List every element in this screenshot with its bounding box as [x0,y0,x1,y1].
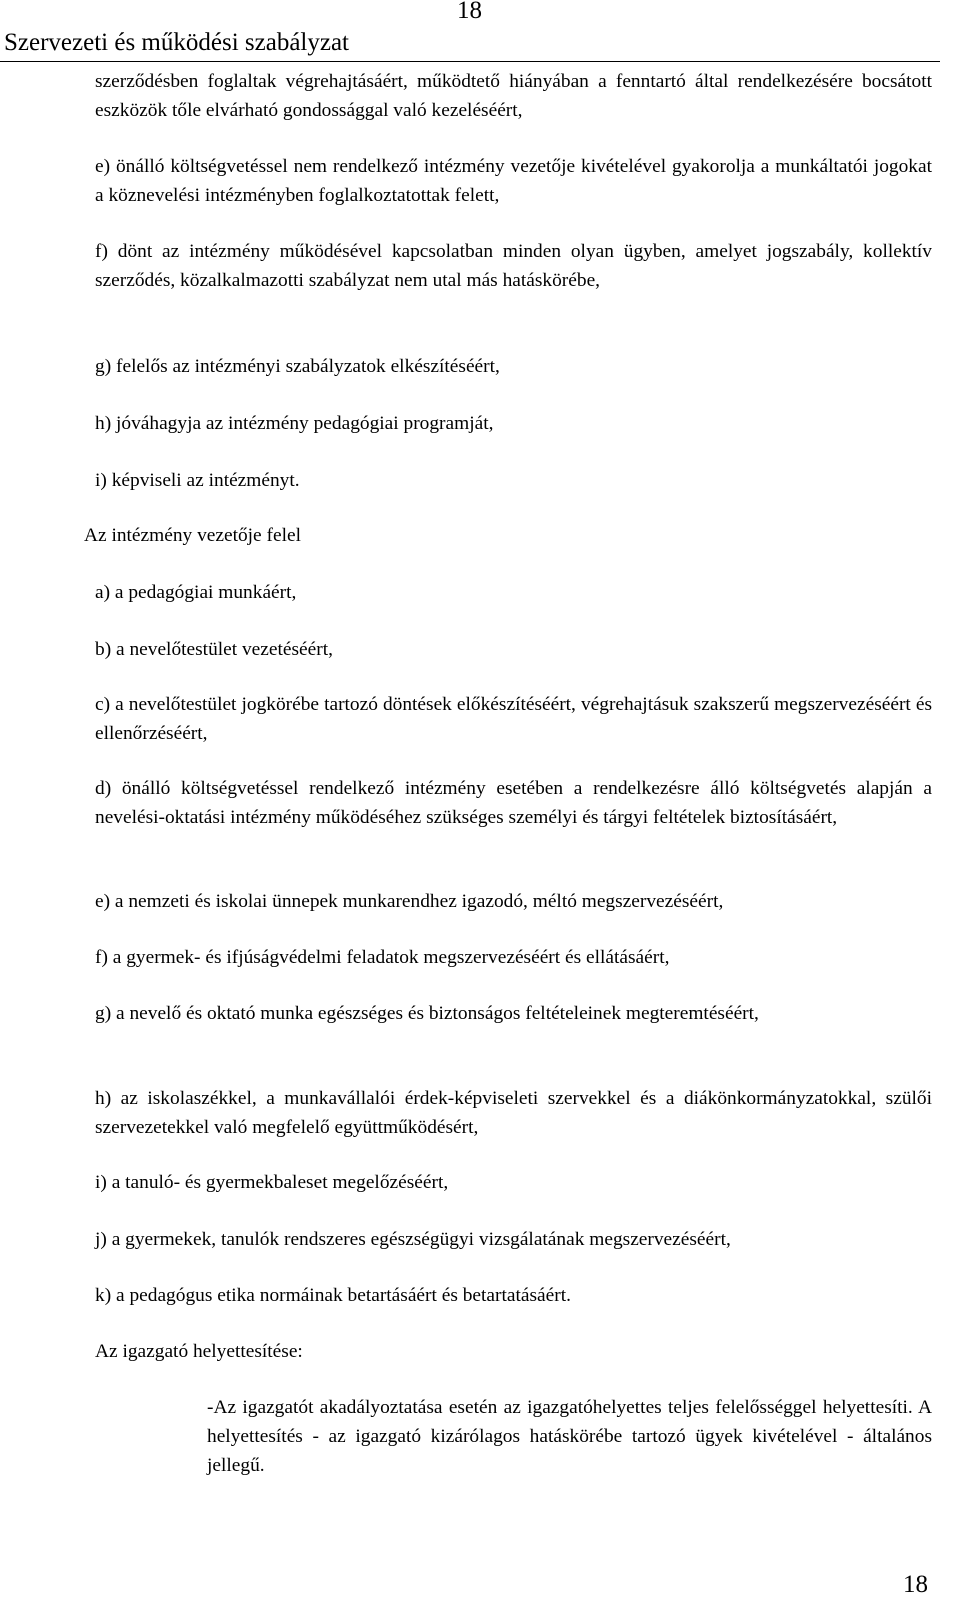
page-number-top: 18 [457,0,482,24]
header-divider [0,61,940,62]
list-item-h-program: h) jóváhagyja az intézmény pedagógiai programját, [95,413,494,434]
resp-item-h: h) az iskolaszékkel, a munkavállalói érdek-képviseleti szervekkel és a diákönkormányzatokkal, szülői szervezetekkel való megfelelő együttműködésért, [95,1088,932,1138]
deputy-paragraph: -Az igazgatót akadályoztatása esetén az igazgatóhelyettes teljes felelősséggel helyettesíti. A helyettesítés - az igazgató kizárólagos hatáskörébe tartozó ügyek kivételével - általános jellegű. [207,1397,932,1476]
resp-item-g: g) a nevelő és oktató munka egészséges és biztonságos feltételeinek megteremtéséért, [95,1003,759,1024]
section-title-deputy: Az igazgató helyettesítése: [95,1341,303,1362]
resp-item-j: j) a gyermekek, tanulók rendszeres egészségügyi vizsgálatának megszervezéséért, [95,1229,731,1250]
page-number-bottom: 18 [903,1571,928,1598]
resp-item-c: c) a nevelőtestület jogkörébe tartozó döntések előkészítéséért, végrehajtásuk szakszerű megszervezéséért és ellenőrzéséért, [95,694,932,744]
resp-item-f: f) a gyermek- és ifjúságvédelmi feladatok megszervezéséért és ellátásáért, [95,947,670,968]
list-item-i-represent: i) képviseli az intézményt. [95,470,300,491]
resp-item-k: k) a pedagógus etika normáinak betartásáért és betartatásáért. [95,1285,571,1306]
section-intro-responsibility: Az intézmény vezetője felel [84,525,301,546]
list-item-g-regulations: g) felelős az intézményi szabályzatok elkészítéséért, [95,356,500,377]
list-item-e-budget: e) önálló költségvetéssel nem rendelkező intézmény vezetője kivételével gyakorolja a munkáltatói jogokat a köznevelési intézményben foglalkoztatottak felett, [95,156,932,206]
resp-item-b: b) a nevelőtestület vezetéséért, [95,639,333,660]
paragraph-continuation: szerződésben foglaltak végrehajtásáért, működtető hiányában a fenntartó által rendelkezésére bocsátott eszközök tőle elvárható gondossággal való kezeléséért, [95,71,932,121]
resp-item-d: d) önálló költségvetéssel rendelkező intézmény esetében a rendelkezésre álló költségvetés alapján a nevelési-oktatási intézmény működéséhez szükséges személyi és tárgyi feltételek biztosításáért, [95,778,932,828]
document-header-title: Szervezeti és működési szabályzat [4,29,349,56]
resp-item-i: i) a tanuló- és gyermekbaleset megelőzéséért, [95,1172,449,1193]
resp-item-a: a) a pedagógiai munkáért, [95,582,297,603]
resp-item-e: e) a nemzeti és iskolai ünnepek munkarendhez igazodó, méltó megszervezéséért, [95,891,724,912]
list-item-f-decide: f) dönt az intézmény működésével kapcsolatban minden olyan ügyben, amelyet jogszabály, kollektív szerződés, közalkalmazotti szabályzat nem utal más hatáskörébe, [95,241,932,291]
